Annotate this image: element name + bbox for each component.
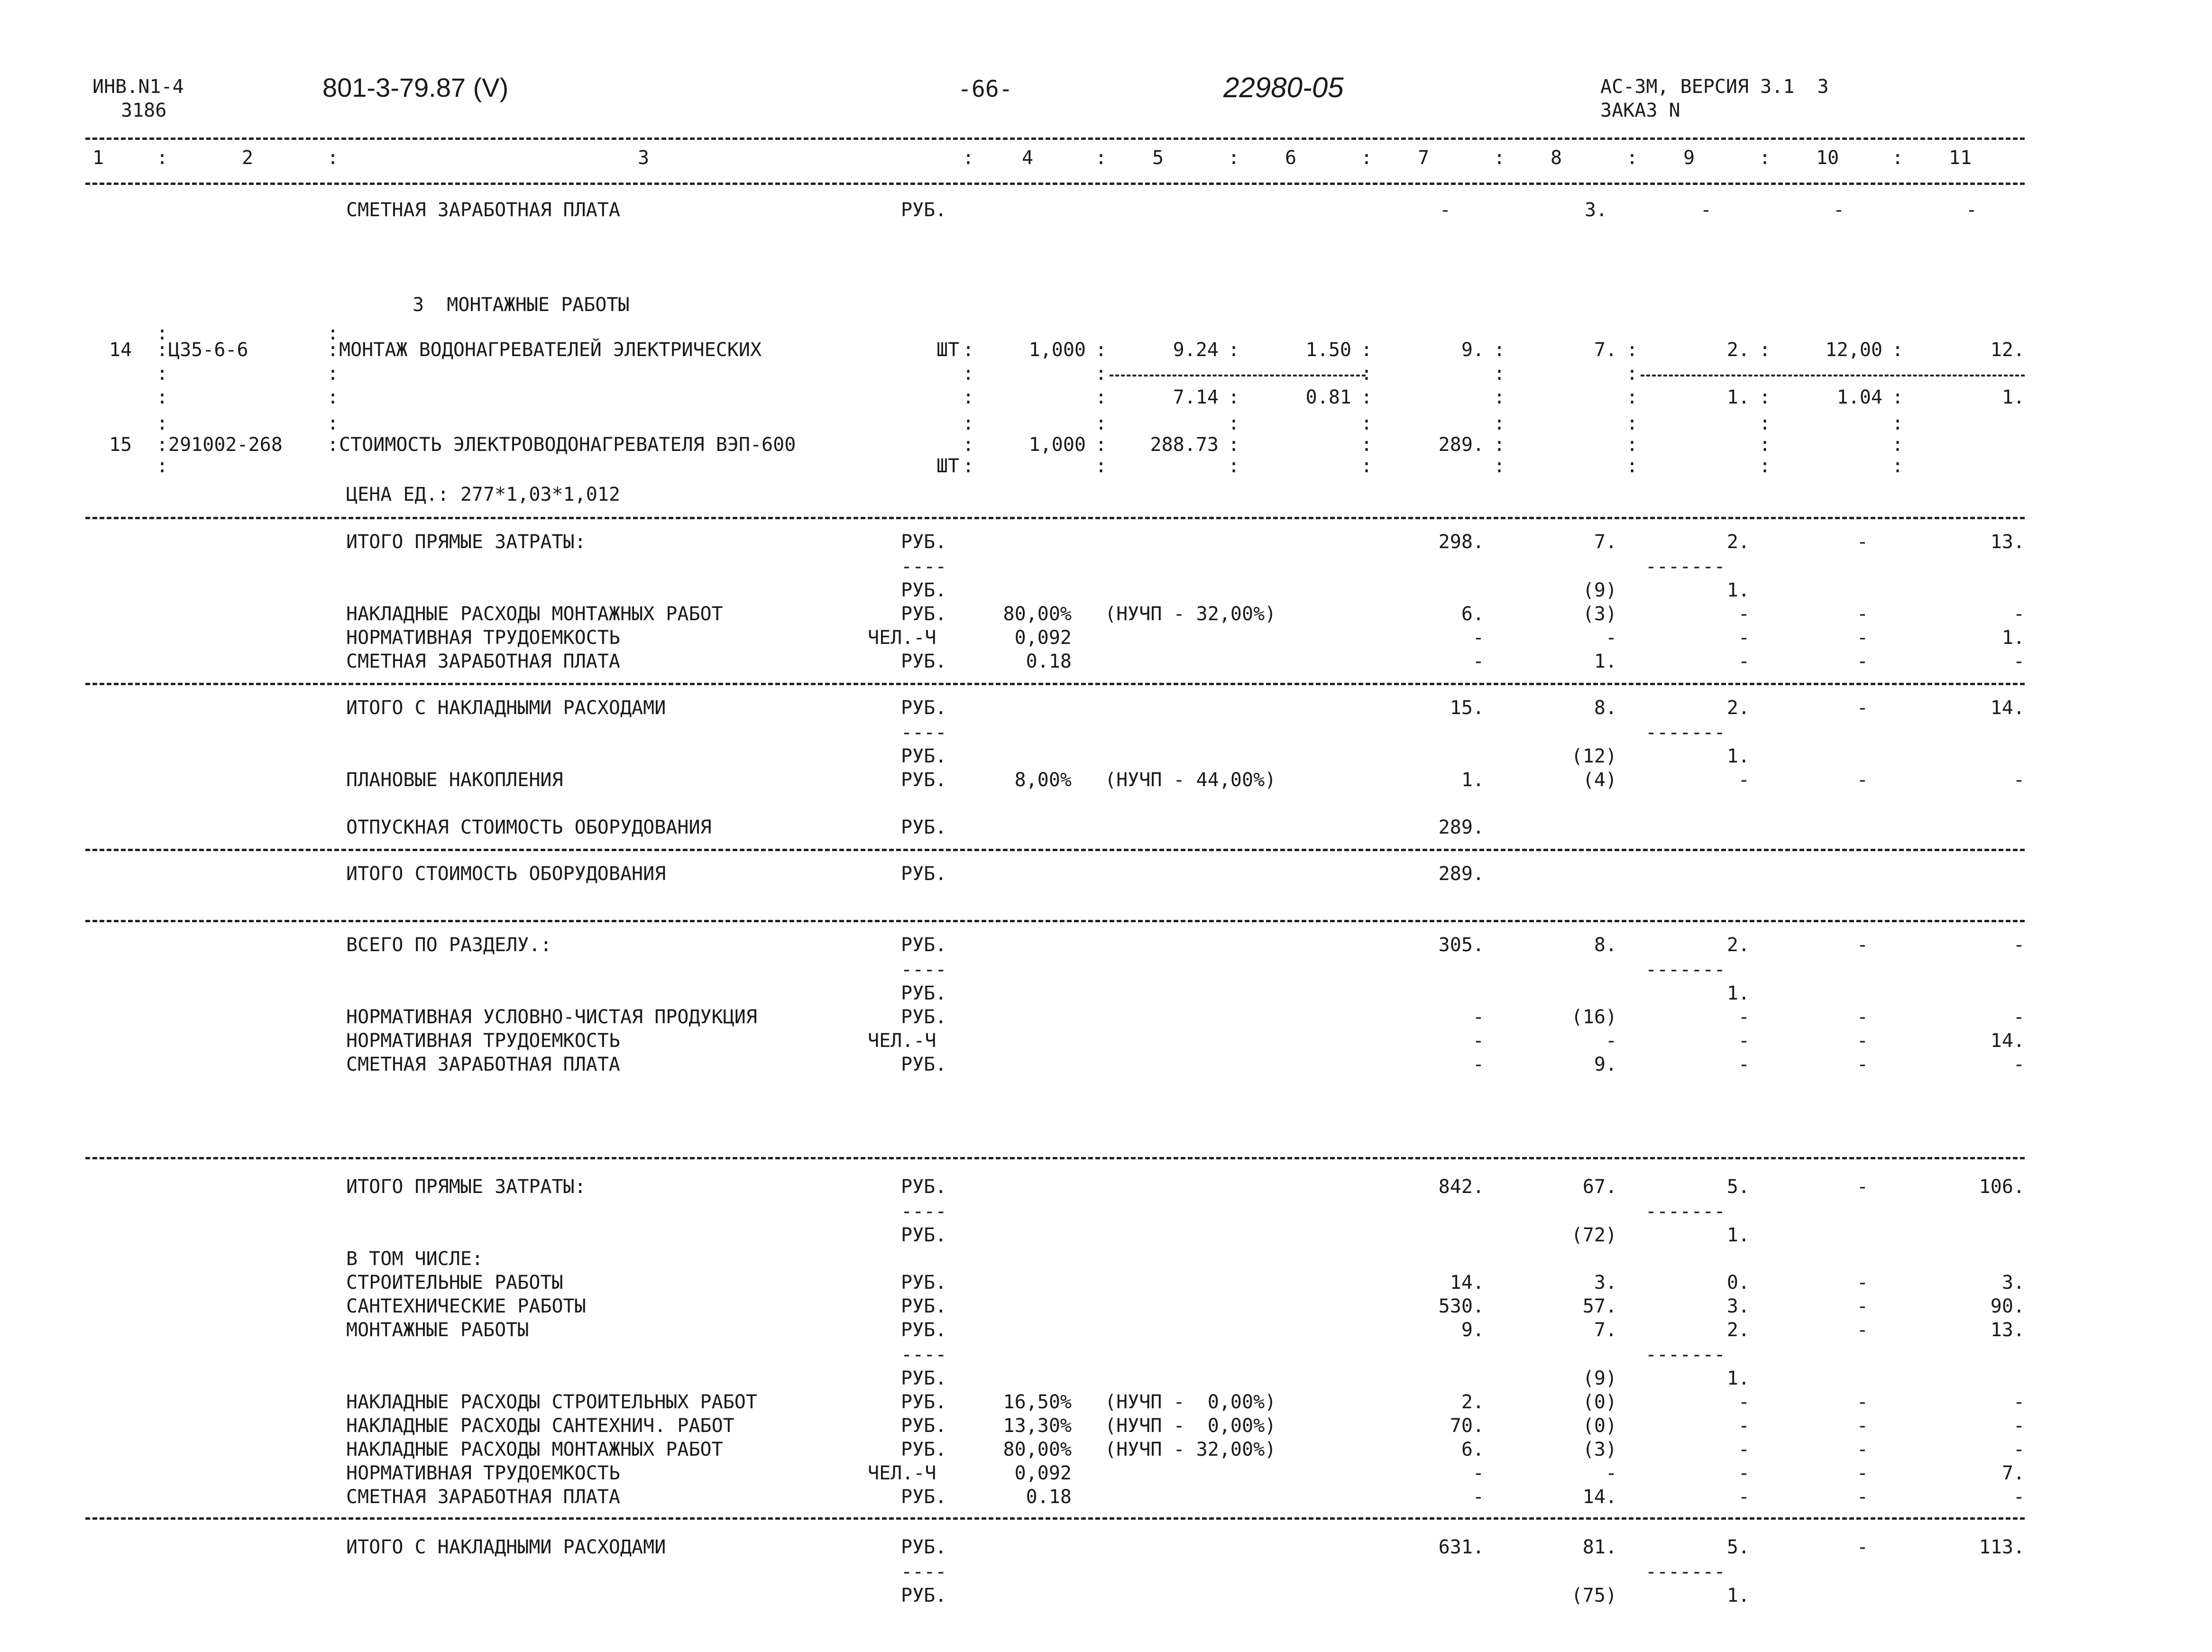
cell-c8: -: [1605, 1462, 1617, 1484]
row-name: НОРМАТИВНАЯ ТРУДОЕМКОСТЬ: [346, 1462, 620, 1484]
cell-c9: 1.: [1726, 1224, 1750, 1246]
cell-c5: (НУЧП - 0,00%): [1105, 1415, 1276, 1437]
cell-c5: (НУЧП - 32,00%): [1105, 1439, 1276, 1460]
cell-c8: 8.: [1594, 697, 1617, 719]
cell-c10: -: [1856, 934, 1868, 956]
cell-c9: 1.: [1726, 1367, 1750, 1389]
order-number: ЗАКАЗ N: [1600, 100, 1680, 121]
cell-c9: -: [1738, 651, 1750, 672]
cell: 1,000: [1028, 339, 1086, 361]
cell-c8: -: [1605, 1030, 1617, 1052]
cell-c10: -: [1856, 603, 1868, 625]
cell-c4: 0,092: [1014, 627, 1072, 649]
cell-c8: (3): [1582, 603, 1617, 625]
cell-c9: -: [1738, 1006, 1750, 1028]
unit-price-note: ЦЕНА ЕД.: 277*1,03*1,012: [346, 484, 620, 505]
row-unit: РУБ.: [901, 1415, 947, 1437]
cell-c9: -: [1738, 1391, 1750, 1413]
cell-c11: 3.: [2001, 1272, 2025, 1294]
row-unit: ----: [901, 959, 947, 981]
cell: 0.81: [1305, 386, 1351, 408]
row-unit: РУБ.: [901, 531, 947, 553]
row-unit: ----: [901, 1561, 947, 1583]
cell-c11: -: [2013, 769, 2025, 791]
cell-c8: (0): [1582, 1391, 1617, 1413]
row-unit: РУБ.: [901, 1319, 947, 1341]
row-unit: ----: [901, 1201, 947, 1222]
cell-c8: (75): [1571, 1585, 1617, 1606]
cell: -: [1439, 199, 1451, 221]
cell-c10: -: [1856, 1295, 1868, 1317]
cell-c7: 305.: [1438, 934, 1484, 956]
row-name: НОРМАТИВНАЯ ТРУДОЕМКОСТЬ: [346, 1030, 620, 1052]
cell-c7: -: [1472, 1462, 1484, 1484]
cell-c9: -: [1738, 1462, 1750, 1484]
row-unit: РУБ.: [901, 1391, 947, 1413]
col-5: 5: [1152, 147, 1164, 169]
col-11: 11: [1949, 147, 1972, 169]
rule: [85, 517, 2025, 519]
cell-c11: 14.: [1990, 697, 2025, 719]
cell: 288.73: [1150, 434, 1219, 456]
cell-c8: 7.: [1594, 531, 1617, 553]
cell-c7: -: [1472, 651, 1484, 672]
cell-c9: 3.: [1726, 1295, 1750, 1317]
item-number: 14: [109, 339, 132, 361]
cell-c10: -: [1856, 1462, 1868, 1484]
item-unit: ШТ: [936, 455, 960, 477]
row-unit: РУБ.: [901, 579, 947, 601]
cell-c11: -: [2013, 1391, 2025, 1413]
cell: 9.24: [1173, 339, 1219, 361]
cell-c7: 15.: [1450, 697, 1484, 719]
cell-c4: 0.18: [1026, 1486, 1072, 1508]
cell-c10: -: [1856, 769, 1868, 791]
cell-c9: -: [1738, 1486, 1750, 1508]
cell-c7: 1.: [1461, 769, 1484, 791]
cell-c11: -: [2013, 1439, 2025, 1460]
cell-c7: 9.: [1461, 1319, 1484, 1341]
row-name: ИТОГО С НАКЛАДНЫМИ РАСХОДАМИ: [346, 1536, 666, 1558]
row-unit: ЧЕЛ.-Ч: [868, 1030, 936, 1052]
row-unit: РУБ.: [901, 603, 947, 625]
cell-c8: (3): [1582, 1439, 1617, 1460]
cell: -: [1965, 199, 1977, 221]
cell-c9: -: [1738, 1439, 1750, 1460]
cell-c11: 13.: [1990, 531, 2025, 553]
cell: 1,000: [1028, 434, 1086, 456]
cell-c11: -: [2013, 1006, 2025, 1028]
cell-c8: -: [1605, 627, 1617, 649]
row-unit: ЧЕЛ.-Ч: [868, 1462, 936, 1484]
item-code: 291002-268: [168, 434, 283, 456]
row-unit: РУБ.: [901, 745, 947, 767]
row-unit: РУБ.: [901, 697, 947, 719]
cell-c9: 2.: [1726, 1319, 1750, 1341]
cell-c9: 1.: [1726, 1585, 1750, 1606]
row-unit: РУБ.: [901, 1295, 947, 1317]
cell-c9: -: [1738, 627, 1750, 649]
cell-c11: 7.: [2001, 1462, 2025, 1484]
row-unit: РУБ.: [901, 1176, 947, 1198]
row-name: ИТОГО ПРЯМЫЕ ЗАТРАТЫ:: [346, 531, 586, 553]
row-unit: РУБ.: [901, 1536, 947, 1558]
cell-c8: (0): [1582, 1415, 1617, 1437]
cell-c9: -------: [1645, 722, 1726, 743]
cell-c9: 5.: [1726, 1536, 1750, 1558]
cell-c8: 81.: [1582, 1536, 1617, 1558]
row-unit: ЧЕЛ.-Ч: [868, 627, 936, 649]
cell-c10: -: [1856, 1054, 1868, 1075]
cell-c4: 16,50%: [1003, 1391, 1072, 1413]
cell-c7: -: [1472, 1486, 1484, 1508]
row-name: НОРМАТИВНАЯ УСЛОВНО-ЧИСТАЯ ПРОДУКЦИЯ: [346, 1006, 757, 1028]
cell-c9: -------: [1645, 959, 1726, 981]
item-unit: ШТ: [936, 339, 960, 361]
cell-c10: -: [1856, 651, 1868, 672]
cell-c7: 631.: [1438, 1536, 1484, 1558]
col-7: 7: [1418, 147, 1430, 169]
cell-c8: (16): [1571, 1006, 1617, 1028]
cell-c7: 289.: [1438, 817, 1484, 838]
cell-c9: -: [1738, 769, 1750, 791]
cell: 1.50: [1305, 339, 1351, 361]
cell-c4: 80,00%: [1003, 603, 1072, 625]
cell-c8: 9.: [1594, 1054, 1617, 1075]
cell-c9: -------: [1645, 1201, 1726, 1222]
row-name: СТРОИТЕЛЬНЫЕ РАБОТЫ: [346, 1272, 563, 1294]
cell-c11: 90.: [1990, 1295, 2025, 1317]
col-1: 1: [92, 147, 104, 169]
cell-c9: 1.: [1726, 982, 1750, 1004]
row-unit: РУБ.: [901, 1054, 947, 1075]
cell-c7: 530.: [1438, 1295, 1484, 1317]
row-name: НОРМАТИВНАЯ ТРУДОЕМКОСТЬ: [346, 627, 620, 649]
row-name: САНТЕХНИЧЕСКИЕ РАБОТЫ: [346, 1295, 586, 1317]
row-unit: ----: [901, 556, 947, 578]
cell-c11: 13.: [1990, 1319, 2025, 1341]
cell-c11: -: [2013, 1054, 2025, 1075]
cell-c4: 8,00%: [1014, 769, 1072, 791]
row-name: ВСЕГО ПО РАЗДЕЛУ.:: [346, 934, 552, 956]
cell-c8: (9): [1582, 1367, 1617, 1389]
cell-c9: 2.: [1726, 697, 1750, 719]
inventory-number-2: 3186: [121, 100, 167, 121]
cell-c9: -------: [1645, 1561, 1726, 1583]
cell-c11: 1.: [2001, 627, 2025, 649]
cell-c10: -: [1856, 1030, 1868, 1052]
cell-c9: -------: [1645, 1344, 1726, 1366]
cell-c5: (НУЧП - 0,00%): [1105, 1391, 1276, 1413]
cell: 7.: [1594, 339, 1617, 361]
item-number: 15: [109, 434, 132, 456]
row-unit: РУБ.: [901, 651, 947, 672]
cell-c8: 67.: [1582, 1176, 1617, 1198]
cell: 7.14: [1173, 386, 1219, 408]
cell-c9: -: [1738, 1054, 1750, 1075]
row-unit: РУБ.: [901, 863, 947, 885]
cell: 1.04: [1836, 386, 1882, 408]
row-name: НАКЛАДНЫЕ РАСХОДЫ МОНТАЖНЫХ РАБОТ: [346, 1439, 723, 1460]
rule: [85, 920, 2025, 922]
cell-c10: -: [1856, 1006, 1868, 1028]
row-unit: РУБ.: [901, 1367, 947, 1389]
item-name: МОНТАЖ ВОДОНАГРЕВАТЕЛЕЙ ЭЛЕКТРИЧЕСКИХ: [339, 339, 762, 361]
row-name: НАКЛАДНЫЕ РАСХОДЫ МОНТАЖНЫХ РАБОТ: [346, 603, 723, 625]
rule: [85, 138, 2025, 140]
row-name: ИТОГО СТОИМОСТЬ ОБОРУДОВАНИЯ: [346, 863, 666, 885]
cell-c7: -: [1472, 1054, 1484, 1075]
row-unit: РУБ.: [901, 817, 947, 838]
cell-c10: -: [1856, 1176, 1868, 1198]
col-2: 2: [242, 147, 254, 169]
cell-c8: 3.: [1594, 1272, 1617, 1294]
cell-c7: 6.: [1461, 603, 1484, 625]
cell-c9: 1.: [1726, 745, 1750, 767]
row-unit: РУБ.: [901, 982, 947, 1004]
cell-c8: 8.: [1594, 934, 1617, 956]
cell-c9: -: [1738, 1030, 1750, 1052]
row-unit: РУБ.: [901, 1439, 947, 1460]
rule: [85, 849, 2025, 851]
cell-c10: -: [1856, 1486, 1868, 1508]
cell-c7: -: [1472, 627, 1484, 649]
rule: [85, 183, 2025, 185]
cell-c8: 14.: [1582, 1486, 1617, 1508]
row-unit: ----: [901, 722, 947, 743]
col-9: 9: [1683, 147, 1695, 169]
cell-c11: -: [2013, 603, 2025, 625]
row-name: В ТОМ ЧИСЛЕ:: [346, 1248, 483, 1270]
cell: 289.: [1438, 434, 1484, 456]
cell-c9: 2.: [1726, 531, 1750, 553]
cell-c9: -: [1738, 603, 1750, 625]
system-version: АС-3М, ВЕРСИЯ 3.1 3: [1600, 76, 1829, 98]
cell: -: [1700, 199, 1712, 221]
row-name: СМЕТНАЯ ЗАРАБОТНАЯ ПЛАТА: [346, 651, 620, 672]
cell-c11: -: [2013, 651, 2025, 672]
col-10: 10: [1816, 147, 1839, 169]
cell-c5: (НУЧП - 44,00%): [1105, 769, 1276, 791]
cell-c8: 57.: [1582, 1295, 1617, 1317]
cell-c11: 14.: [1990, 1030, 2025, 1052]
section-title: 3 МОНТАЖНЫЕ РАБОТЫ: [413, 294, 630, 316]
cell: 9.: [1461, 339, 1484, 361]
row-unit: РУБ.: [901, 1585, 947, 1606]
cell-c10: -: [1856, 697, 1868, 719]
row-unit: РУБ.: [901, 1224, 947, 1246]
row-unit: РУБ.: [901, 1486, 947, 1508]
rule: [85, 1157, 2025, 1159]
cell-c4: 0.18: [1026, 651, 1072, 672]
row-name: ПЛАНОВЫЕ НАКОПЛЕНИЯ: [346, 769, 563, 791]
item-code: Ц35-6-6: [168, 339, 248, 361]
cell-c9: 1.: [1726, 579, 1750, 601]
cell-c7: -: [1472, 1006, 1484, 1028]
document-number: 22980-05: [1223, 72, 1344, 103]
cell-c9: 5.: [1726, 1176, 1750, 1198]
item-name: СТОИМОСТЬ ЭЛЕКТРОВОДОНАГРЕВАТЕЛЯ ВЭП-600: [339, 434, 796, 456]
cell-c9: -------: [1645, 556, 1726, 578]
row-unit: ----: [901, 1344, 947, 1366]
cell-c11: 106.: [1979, 1176, 2025, 1198]
cell-c11: -: [2013, 1486, 2025, 1508]
row-name: ИТОГО ПРЯМЫЕ ЗАТРАТЫ:: [346, 1176, 586, 1198]
cell: 12.: [1990, 339, 2025, 361]
cell-c11: -: [2013, 1415, 2025, 1437]
cell-c11: -: [2013, 934, 2025, 956]
cell-c8: (12): [1571, 745, 1617, 767]
cell-c10: -: [1856, 1536, 1868, 1558]
cell: 1.: [1726, 386, 1750, 408]
inventory-number: ИНВ.N1-4: [92, 76, 184, 98]
cell-c4: 80,00%: [1003, 1439, 1072, 1460]
col-3: 3: [638, 147, 650, 169]
row-name: НАКЛАДНЫЕ РАСХОДЫ САНТЕХНИЧ. РАБОТ: [346, 1415, 734, 1437]
cell-c10: -: [1856, 1272, 1868, 1294]
cell-c5: (НУЧП - 32,00%): [1105, 603, 1276, 625]
cell-c10: -: [1856, 1319, 1868, 1341]
rule: [85, 683, 2025, 685]
cell-c10: -: [1856, 1391, 1868, 1413]
page-number: -66-: [958, 76, 1013, 102]
cell-c10: -: [1856, 531, 1868, 553]
cell-c10: -: [1856, 1415, 1868, 1437]
row-name: СМЕТНАЯ ЗАРАБОТНАЯ ПЛАТА: [346, 1054, 620, 1075]
row-name: ИТОГО С НАКЛАДНЫМИ РАСХОДАМИ: [346, 697, 666, 719]
row-name: НАКЛАДНЫЕ РАСХОДЫ СТРОИТЕЛЬНЫХ РАБОТ: [346, 1391, 757, 1413]
cell-c7: 14.: [1450, 1272, 1484, 1294]
cell: -: [1833, 199, 1845, 221]
cell-c8: 1.: [1594, 651, 1617, 672]
col-8: 8: [1551, 147, 1562, 169]
cell: 1.: [2001, 386, 2025, 408]
cell-c9: 0.: [1726, 1272, 1750, 1294]
row-name: ОТПУСКНАЯ СТОИМОСТЬ ОБОРУДОВАНИЯ: [346, 817, 712, 838]
col-6: 6: [1285, 147, 1297, 169]
cell-c11: 113.: [1979, 1536, 2025, 1558]
col-4: 4: [1022, 147, 1034, 169]
cell-c4: 0,092: [1014, 1462, 1072, 1484]
cell-c8: (72): [1571, 1224, 1617, 1246]
row-name: СМЕТНАЯ ЗАРАБОТНАЯ ПЛАТА: [346, 199, 620, 221]
cell-c8: (9): [1582, 579, 1617, 601]
cell-c9: -: [1738, 1415, 1750, 1437]
cell-c4: 13,30%: [1003, 1415, 1072, 1437]
cell-c7: 70.: [1450, 1415, 1484, 1437]
row-unit: РУБ.: [901, 769, 947, 791]
cell-c8: 7.: [1594, 1319, 1617, 1341]
cell: 2.: [1726, 339, 1750, 361]
row-name: МОНТАЖНЫЕ РАБОТЫ: [346, 1319, 529, 1341]
cell: 3.: [1584, 199, 1607, 221]
cell-c7: 842.: [1438, 1176, 1484, 1198]
cell-c10: -: [1856, 627, 1868, 649]
row-unit: РУБ.: [901, 1006, 947, 1028]
cell-c7: -: [1472, 1030, 1484, 1052]
cell-c8: (4): [1582, 769, 1617, 791]
cell-c7: 2.: [1461, 1391, 1484, 1413]
cell-c9: 2.: [1726, 934, 1750, 956]
cell: 12,00: [1825, 339, 1882, 361]
row-unit: РУБ.: [901, 934, 947, 956]
row-name: СМЕТНАЯ ЗАРАБОТНАЯ ПЛАТА: [346, 1486, 620, 1508]
cell-c7: 6.: [1461, 1439, 1484, 1460]
rule: [85, 1517, 2025, 1520]
row-unit: РУБ.: [901, 1272, 947, 1294]
cell-c7: 298.: [1438, 531, 1484, 553]
cell-c10: -: [1856, 1439, 1868, 1460]
document-code: 801-3-79.87 (V): [322, 73, 509, 102]
cell-c7: 289.: [1438, 863, 1484, 885]
row-unit: РУБ.: [901, 199, 947, 221]
